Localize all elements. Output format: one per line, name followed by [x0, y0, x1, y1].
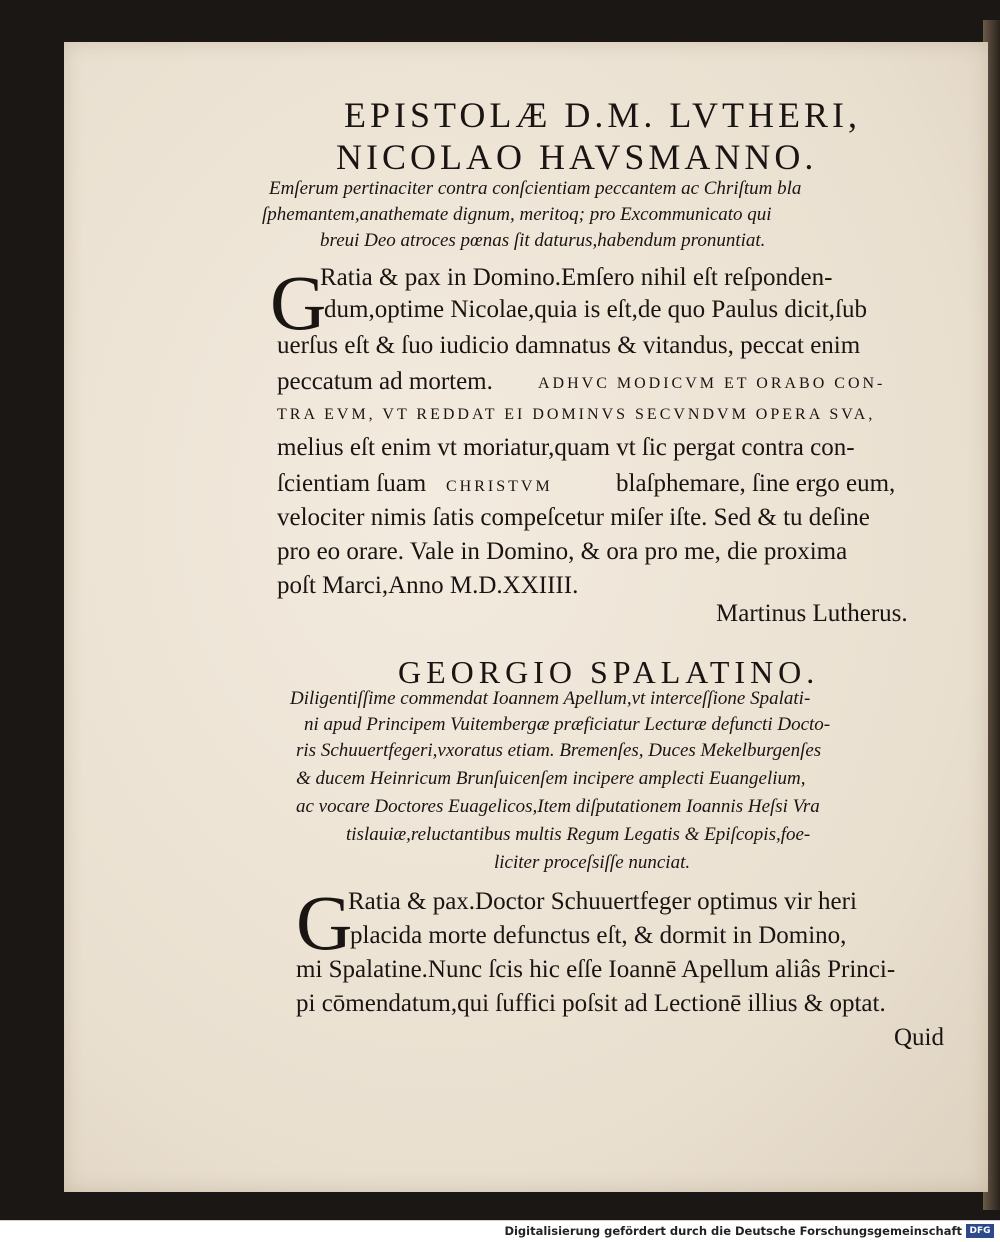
letter2-summary-line: & ducem Heinricum Brunſuicenſem incipere amplecti Euangelium,: [296, 768, 806, 789]
letter1-summary-line: ſphemantem,anathemate dignum, meritoq; pro Excommunicato qui: [262, 204, 772, 225]
footer-bar: [0, 1220, 1000, 1242]
letter2-title: GEORGIO SPALATINO.: [398, 654, 820, 690]
letter1-title-line2: NICOLAO HAVSMANNO.: [336, 137, 818, 177]
letter1-body-line: dum,optime Nicolae,quia is eſt,de quo Paulus dicit,ſub: [324, 296, 867, 323]
letter1-caps-word: CHRISTVM: [446, 478, 553, 495]
letter2-summary-line: liciter proceſsiſſe nunciat.: [494, 852, 691, 873]
letter2-summary-line: ac vocare Doctores Euagelicos,Item diſputationem Ioannis Heſsi Vra: [296, 796, 820, 817]
letter1-summary-line: breui Deo atroces pœnas ſit daturus,habendum pronuntiat.: [320, 230, 766, 251]
letter1-caps-line: TRA EVM, VT REDDAT EI DOMINVS SECVNDVM OPERA SVA,: [277, 406, 876, 423]
letter1-body-line: blaſphemare, ſine ergo eum,: [616, 470, 896, 497]
letter1-body-line: poſt Marci,Anno M.D.XXIIII.: [277, 572, 579, 599]
letter1-signature: Martinus Lutherus.: [716, 600, 908, 627]
letter2-summary-line: Diligentiſſime commendat Ioannem Apellum,vt interceſſione Spalati-: [290, 688, 811, 709]
letter2-body-line: pi cōmendatum,qui ſuffici poſsit ad Lectionē illius & optat.: [296, 990, 886, 1017]
letter1-body-line: ſcientiam ſuam: [277, 470, 427, 497]
letter1-initial: G: [270, 259, 327, 346]
letter1-body-line: velociter nimis ſatis compeſcetur miſer iſte. Sed & tu deſine: [277, 504, 870, 531]
letter2-summary-line: ni apud Principem Vuitembergæ præficiatur Lecturæ defuncti Docto-: [304, 714, 831, 735]
letter2-summary-line: tislauiæ,reluctantibus multis Regum Legatis & Epiſcopis,foe-: [346, 824, 811, 845]
letter1-title-line1: EPISTOLÆ D.M. LVTHERI,: [344, 95, 862, 135]
catchword: Quid: [894, 1024, 944, 1051]
letter1-caps-line: ADHVC MODICVM ET ORABO CON-: [538, 375, 886, 392]
letter1-body-line: melius eſt enim vt moriatur,quam vt ſic pergat contra con-: [277, 434, 855, 461]
letter2-initial: G: [296, 879, 353, 966]
letter2-summary-line: ris Schuuertfegeri,vxoratus etiam. Bremenſes, Duces Mekelburgenſes: [296, 740, 822, 761]
letter2-body-line: mi Spalatine.Nunc ſcis hic eſſe Ioannē Apellum aliâs Princi-: [296, 956, 896, 983]
dfg-logo-icon: DFG: [966, 1224, 994, 1238]
letter1-body-line: uerſus eſt & ſuo iudicio damnatus & vitandus, peccat enim: [277, 332, 861, 359]
letter1-body-line: pro eo orare. Vale in Domino, & ora pro me, die proxima: [277, 538, 848, 565]
letter1-body-line: peccatum ad mortem.: [277, 368, 493, 395]
letter1-summary-line: Emſerum pertinaciter contra conſcientiam peccantem ac Chriſtum bla: [269, 178, 802, 199]
letter1-body-line: Ratia & pax in Domino.Emſero nihil eſt reſponden-: [320, 264, 833, 291]
letter2-body-line: Ratia & pax.Doctor Schuuertfeger optimus vir heri: [348, 888, 857, 915]
letter2-body-line: placida morte defunctus eſt, & dormit in Domino,: [350, 922, 847, 949]
footer-credit: Digitalisierung gefördert durch die Deutsche Forschungsgemeinschaft: [504, 1224, 962, 1238]
book-page: [64, 42, 988, 1192]
